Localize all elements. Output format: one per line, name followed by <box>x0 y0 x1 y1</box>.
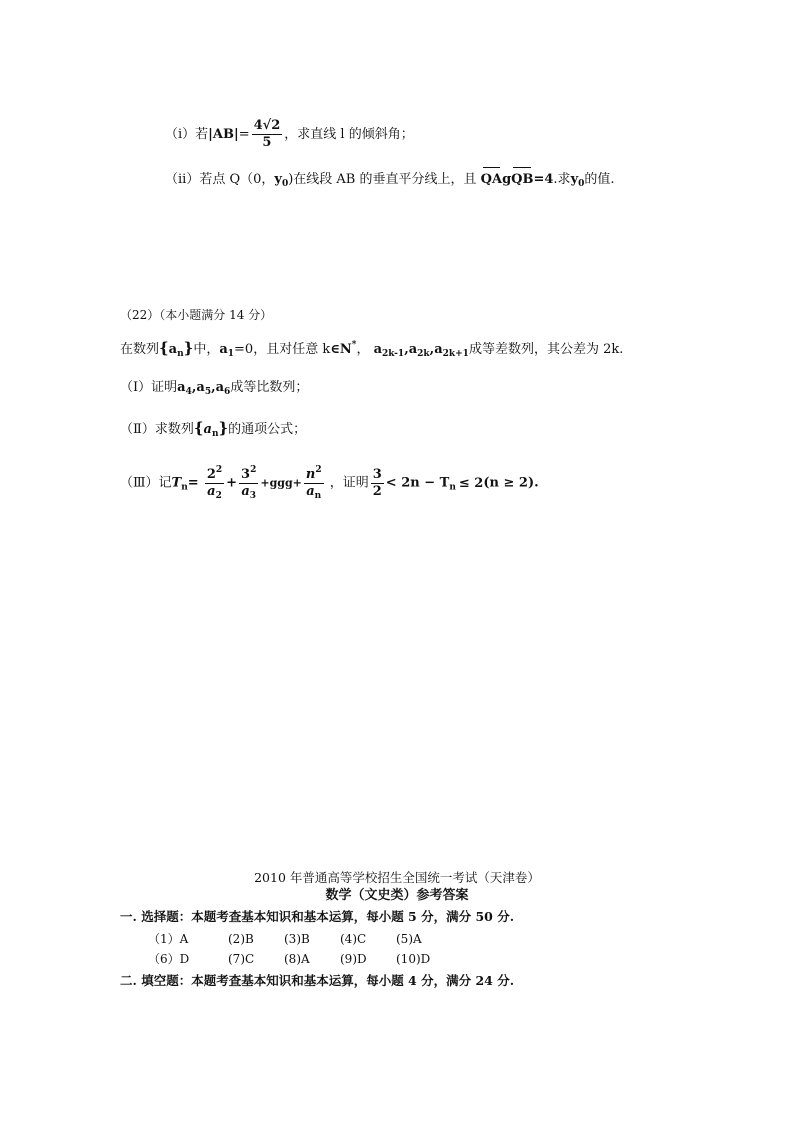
q22-l1-brace-open: { <box>159 339 169 357</box>
answer-4: (4)C <box>340 932 367 946</box>
q22-l1-brace-close: } <box>183 339 194 357</box>
q22-p3-b: ，证明 <box>329 475 369 491</box>
q21-i-ab: |AB| <box>208 127 239 142</box>
q22-p3-f2n-sup: 2 <box>250 465 257 475</box>
answer-row-1 <box>148 929 452 949</box>
q22-heading: （22）（本小题满分 14 分） <box>120 308 273 322</box>
q22-l1-b: 中， <box>193 342 220 357</box>
q22-p2-brace-open: { <box>193 419 204 437</box>
q21-i-denominator: 5 <box>262 135 272 150</box>
q22-p1-s2: a <box>196 380 205 395</box>
answer-1: （1）A <box>148 932 189 946</box>
q22-l1-seq2: a <box>408 342 418 357</box>
q22-p3-f1n: 2 <box>206 467 216 482</box>
q22-l1-seq3-sub: 2k+1 <box>442 349 469 359</box>
q22-p3-frac1 <box>205 462 224 504</box>
q22-p2-b: 的通项公式； <box>228 422 307 437</box>
q22-p3-frac1-den <box>205 484 224 504</box>
q22-l1-sep1: , <box>404 342 409 357</box>
q22-p3-cond: (n ≥ 2). <box>483 475 539 491</box>
q22-p3-f3d: a <box>306 484 315 499</box>
q22-p3-frac3-num <box>304 462 324 484</box>
answer-8: (8)A <box>284 952 310 966</box>
q22-p3-f2d: a <box>241 484 250 499</box>
q21-ii-y-sub: 0 <box>578 179 585 189</box>
answer-7: (7)C <box>228 952 255 966</box>
q22-p3-plus: + <box>226 475 238 491</box>
q22-p3-T-sub: n <box>181 482 188 493</box>
answer-section-2: 二. 填空题：本题考查基本知识和基本运算，每小题 4 分，满分 24 分. <box>120 973 515 988</box>
q22-l1-star: * <box>351 340 357 350</box>
q22-p3-frac3 <box>304 462 324 504</box>
q22-p3-frac2-num <box>239 462 258 484</box>
q22-l1-sep2: , <box>429 342 435 357</box>
q22-l1-c: =0，且对任意 k <box>234 342 331 357</box>
q22-p3-f1n-sup: 2 <box>215 465 223 475</box>
answer-10: (10)D <box>396 952 431 966</box>
q22-p2-an: a <box>203 422 212 437</box>
q22-p3-T: T <box>171 475 182 491</box>
answer-3: (3)B <box>284 932 310 946</box>
q22-l1-an-sub: n <box>177 349 184 359</box>
q21-i-tail: ，求直线 l 的倾斜角； <box>284 127 414 142</box>
q22-p3-eq: = <box>187 475 199 491</box>
answer-2: (2)B <box>228 932 254 946</box>
q22-l1-seq3: a <box>434 342 443 357</box>
q22-p1-s3: a <box>215 380 225 395</box>
q21-ii-y0-sub: 0 <box>281 179 289 189</box>
q21-ii-tail: .求 <box>553 172 571 187</box>
q22-p3-frac2-den <box>239 484 258 504</box>
q21-i-numerator: 4√2 <box>253 118 281 133</box>
q22-p3-f3n: n <box>305 467 316 482</box>
q22-p3-frac4 <box>371 467 384 500</box>
q21-ii-y0: y <box>274 172 282 187</box>
q22-p3-a: （Ⅲ）记 <box>120 475 172 491</box>
q22-p3-f4n: 3 <box>372 466 382 482</box>
q22-p1-sep-a: , <box>191 380 197 395</box>
q22-p1-sep-b: , <box>211 380 216 395</box>
q22-p3-frac3-den <box>304 484 324 504</box>
q22-l1-a1: a <box>219 342 228 357</box>
q21-ii-eq4: =4 <box>533 172 554 187</box>
q21-ii-y: y <box>570 172 579 187</box>
q22-l1-d: ， <box>356 342 370 357</box>
answer-9: (9)D <box>340 952 367 966</box>
q22-p2-brace-close: } <box>218 419 229 437</box>
answer-title: 2010 年普通高等学校招生全国统一考试（天津卷） <box>254 870 540 885</box>
q22-p1-s1: a <box>177 380 186 395</box>
q22-l1-seq1: a <box>373 342 383 357</box>
q22-p2-a: （Ⅱ）求数列 <box>120 422 194 437</box>
q21-i-fraction <box>252 118 283 151</box>
q22-part-3 <box>120 462 539 506</box>
q22-part-1 <box>120 378 308 402</box>
q21-ii-vector-qb: QB <box>511 170 533 190</box>
q22-p3-frac2 <box>239 462 258 504</box>
q21-i-label: （i）若 <box>165 127 209 142</box>
answer-5: (5)A <box>396 932 422 946</box>
q22-p3-ineq-sub: n <box>449 482 456 493</box>
q22-p1-a: （Ⅰ）证明 <box>120 380 178 395</box>
q22-p3-f1d-sub: 2 <box>215 491 222 501</box>
q22-p3-f3n-sup: 2 <box>315 465 322 475</box>
q22-p3-frac1-num <box>205 462 224 484</box>
q22-l1-e: 成等差数列，其公差为 2k. <box>468 342 624 357</box>
q22-p3-f1d: a <box>207 484 216 499</box>
q22-l1-a: 在数列 <box>120 342 160 357</box>
q22-part-2 <box>120 418 306 444</box>
q22-l1-seq2-sub: 2k <box>417 349 430 359</box>
answer-section-1: 一. 选择题：本题考查基本知识和基本运算，每小题 5 分，满分 50 分. <box>120 909 515 924</box>
q22-p1-s2-sub: 5 <box>204 387 212 397</box>
q21-ii-mid: )在线段 AB 的垂直平分线上，且 <box>288 172 477 187</box>
answer-row-2 <box>148 949 452 969</box>
q21-i-eq: = <box>238 127 250 142</box>
q22-l1-in: ∈ <box>330 342 340 357</box>
q22-p2-an-sub: n <box>211 429 219 439</box>
q21-ii-label: （ii）若点 Q（0， <box>165 172 275 187</box>
q22-l1-seq1-sub: 2k-1 <box>382 349 405 359</box>
q22-p1-b: 成等比数列； <box>230 380 309 395</box>
q22-p3-f2n: 3 <box>241 467 251 482</box>
q21-ii-g: g <box>502 172 512 187</box>
q22-p3-ggg: +ggg+ <box>260 476 302 490</box>
q22-l1-a1-sub: 1 <box>227 349 235 359</box>
q21-part-ii <box>165 170 615 194</box>
answer-6: （6）D <box>148 952 190 966</box>
q22-p3-ineq: < 2n − T <box>385 475 450 491</box>
q22-l1-an: a <box>168 342 178 357</box>
q22-p3-ineq2: ≤ 2 <box>458 475 484 491</box>
answer-subtitle: 数学（文史类）参考答案 <box>325 888 469 903</box>
q22-p3-f2d-sub: 3 <box>249 491 257 501</box>
q22-l1-N: N <box>339 342 352 357</box>
q22-p1-s1-sub: 4 <box>185 387 192 397</box>
q22-p3-f4d: 2 <box>372 483 382 499</box>
q21-part-i <box>165 118 414 151</box>
q22-p1-s3-sub: 6 <box>224 387 231 397</box>
q21-ii-end: 的值. <box>584 172 615 187</box>
q22-p3-f3d-sub: n <box>314 491 322 501</box>
q22-statement <box>120 335 623 364</box>
q21-ii-vector-qa: QA <box>481 170 502 190</box>
